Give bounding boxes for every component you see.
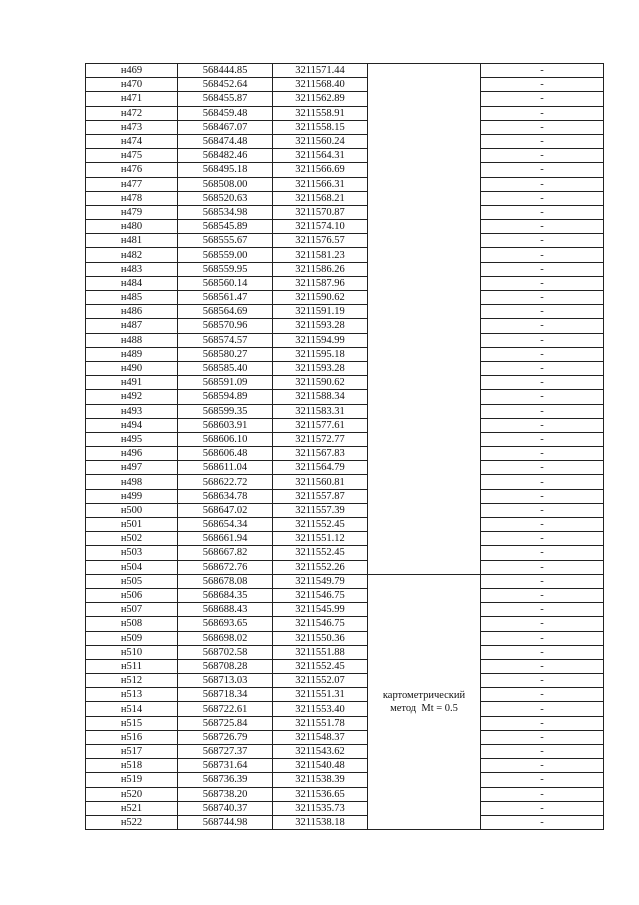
x-coordinate-cell: 568459.48 bbox=[178, 106, 273, 120]
y-coordinate-cell: 3211552.45 bbox=[273, 659, 368, 673]
point-id-cell: н475 bbox=[86, 149, 178, 163]
dash-cell: - bbox=[481, 546, 604, 560]
table-row bbox=[86, 248, 604, 262]
y-coordinate-cell: 3211587.96 bbox=[273, 276, 368, 290]
dash-cell: - bbox=[481, 759, 604, 773]
point-id-cell: н508 bbox=[86, 617, 178, 631]
y-coordinate-cell: 3211543.62 bbox=[273, 745, 368, 759]
table-row bbox=[86, 276, 604, 290]
y-coordinate-cell: 3211568.40 bbox=[273, 78, 368, 92]
table-row bbox=[86, 645, 604, 659]
y-coordinate-cell: 3211550.36 bbox=[273, 631, 368, 645]
dash-cell: - bbox=[481, 177, 604, 191]
y-coordinate-cell: 3211591.19 bbox=[273, 305, 368, 319]
dash-cell: - bbox=[481, 191, 604, 205]
table-row bbox=[86, 801, 604, 815]
table-row bbox=[86, 716, 604, 730]
point-id-cell: н505 bbox=[86, 574, 178, 588]
point-id-cell: н500 bbox=[86, 503, 178, 517]
x-coordinate-cell: 568482.46 bbox=[178, 149, 273, 163]
dash-cell: - bbox=[481, 134, 604, 148]
table-row bbox=[86, 92, 604, 106]
point-id-cell: н499 bbox=[86, 489, 178, 503]
table-row bbox=[86, 78, 604, 92]
point-id-cell: н496 bbox=[86, 447, 178, 461]
point-id-cell: н501 bbox=[86, 518, 178, 532]
table-row bbox=[86, 773, 604, 787]
y-coordinate-cell: 3211581.23 bbox=[273, 248, 368, 262]
dash-cell: - bbox=[481, 489, 604, 503]
y-coordinate-cell: 3211576.57 bbox=[273, 234, 368, 248]
x-coordinate-cell: 568495.18 bbox=[178, 163, 273, 177]
point-id-cell: н495 bbox=[86, 432, 178, 446]
dash-cell: - bbox=[481, 801, 604, 815]
point-id-cell: н522 bbox=[86, 815, 178, 829]
point-id-cell: н489 bbox=[86, 347, 178, 361]
dash-cell: - bbox=[481, 588, 604, 602]
point-id-cell: н476 bbox=[86, 163, 178, 177]
dash-cell: - bbox=[481, 390, 604, 404]
y-coordinate-cell: 3211595.18 bbox=[273, 347, 368, 361]
dash-cell: - bbox=[481, 120, 604, 134]
table-row bbox=[86, 418, 604, 432]
table-row bbox=[86, 177, 604, 191]
x-coordinate-cell: 568564.69 bbox=[178, 305, 273, 319]
table-row bbox=[86, 489, 604, 503]
dash-cell: - bbox=[481, 815, 604, 829]
table-row bbox=[86, 149, 604, 163]
table-row bbox=[86, 319, 604, 333]
table-row bbox=[86, 120, 604, 134]
y-coordinate-cell: 3211564.79 bbox=[273, 461, 368, 475]
y-coordinate-cell: 3211560.24 bbox=[273, 134, 368, 148]
table-row bbox=[86, 461, 604, 475]
x-coordinate-cell: 568744.98 bbox=[178, 815, 273, 829]
point-id-cell: н493 bbox=[86, 404, 178, 418]
x-coordinate-cell: 568534.98 bbox=[178, 205, 273, 219]
x-coordinate-cell: 568570.96 bbox=[178, 319, 273, 333]
table-row bbox=[86, 588, 604, 602]
dash-cell: - bbox=[481, 645, 604, 659]
dash-cell: - bbox=[481, 432, 604, 446]
point-id-cell: н480 bbox=[86, 220, 178, 234]
y-coordinate-cell: 3211594.99 bbox=[273, 333, 368, 347]
y-coordinate-cell: 3211553.40 bbox=[273, 702, 368, 716]
y-coordinate-cell: 3211574.10 bbox=[273, 220, 368, 234]
x-coordinate-cell: 568555.67 bbox=[178, 234, 273, 248]
x-coordinate-cell: 568606.48 bbox=[178, 447, 273, 461]
y-coordinate-cell: 3211551.12 bbox=[273, 532, 368, 546]
x-coordinate-cell: 568713.03 bbox=[178, 674, 273, 688]
dash-cell: - bbox=[481, 745, 604, 759]
y-coordinate-cell: 3211564.31 bbox=[273, 149, 368, 163]
point-id-cell: н503 bbox=[86, 546, 178, 560]
dash-cell: - bbox=[481, 631, 604, 645]
x-coordinate-cell: 568606.10 bbox=[178, 432, 273, 446]
dash-cell: - bbox=[481, 163, 604, 177]
point-id-cell: н514 bbox=[86, 702, 178, 716]
table-row bbox=[86, 759, 604, 773]
table-row bbox=[86, 134, 604, 148]
dash-cell: - bbox=[481, 418, 604, 432]
dash-cell: - bbox=[481, 532, 604, 546]
y-coordinate-cell: 3211590.62 bbox=[273, 376, 368, 390]
x-coordinate-cell: 568678.08 bbox=[178, 574, 273, 588]
table-row bbox=[86, 659, 604, 673]
table-row bbox=[86, 191, 604, 205]
x-coordinate-cell: 568561.47 bbox=[178, 291, 273, 305]
x-coordinate-cell: 568725.84 bbox=[178, 716, 273, 730]
table-row bbox=[86, 617, 604, 631]
y-coordinate-cell: 3211545.99 bbox=[273, 603, 368, 617]
point-id-cell: н502 bbox=[86, 532, 178, 546]
x-coordinate-cell: 568560.14 bbox=[178, 276, 273, 290]
dash-cell: - bbox=[481, 404, 604, 418]
dash-cell: - bbox=[481, 319, 604, 333]
dash-cell: - bbox=[481, 248, 604, 262]
dash-cell: - bbox=[481, 560, 604, 574]
y-coordinate-cell: 3211590.62 bbox=[273, 291, 368, 305]
x-coordinate-cell: 568520.63 bbox=[178, 191, 273, 205]
table-row bbox=[86, 205, 604, 219]
table-row bbox=[86, 220, 604, 234]
point-id-cell: н518 bbox=[86, 759, 178, 773]
dash-cell: - bbox=[481, 64, 604, 78]
table-row bbox=[86, 518, 604, 532]
point-id-cell: н483 bbox=[86, 262, 178, 276]
x-coordinate-cell: 568702.58 bbox=[178, 645, 273, 659]
y-coordinate-cell: 3211566.31 bbox=[273, 177, 368, 191]
dash-cell: - bbox=[481, 78, 604, 92]
x-coordinate-cell: 568452.64 bbox=[178, 78, 273, 92]
y-coordinate-cell: 3211538.39 bbox=[273, 773, 368, 787]
point-id-cell: н487 bbox=[86, 319, 178, 333]
x-coordinate-cell: 568455.87 bbox=[178, 92, 273, 106]
y-coordinate-cell: 3211551.78 bbox=[273, 716, 368, 730]
table-row bbox=[86, 291, 604, 305]
x-coordinate-cell: 568727.37 bbox=[178, 745, 273, 759]
y-coordinate-cell: 3211568.21 bbox=[273, 191, 368, 205]
point-id-cell: н478 bbox=[86, 191, 178, 205]
y-coordinate-cell: 3211566.69 bbox=[273, 163, 368, 177]
table-row bbox=[86, 390, 604, 404]
y-coordinate-cell: 3211570.87 bbox=[273, 205, 368, 219]
table-row bbox=[86, 560, 604, 574]
table-row bbox=[86, 503, 604, 517]
x-coordinate-cell: 568574.57 bbox=[178, 333, 273, 347]
point-id-cell: н473 bbox=[86, 120, 178, 134]
point-id-cell: н506 bbox=[86, 588, 178, 602]
y-coordinate-cell: 3211551.31 bbox=[273, 688, 368, 702]
table-row bbox=[86, 815, 604, 829]
y-coordinate-cell: 3211552.26 bbox=[273, 560, 368, 574]
y-coordinate-cell: 3211549.79 bbox=[273, 574, 368, 588]
point-id-cell: н470 bbox=[86, 78, 178, 92]
point-id-cell: н510 bbox=[86, 645, 178, 659]
x-coordinate-cell: 568661.94 bbox=[178, 532, 273, 546]
x-coordinate-cell: 568559.95 bbox=[178, 262, 273, 276]
x-coordinate-cell: 568611.04 bbox=[178, 461, 273, 475]
point-id-cell: н498 bbox=[86, 475, 178, 489]
point-id-cell: н497 bbox=[86, 461, 178, 475]
dash-cell: - bbox=[481, 461, 604, 475]
point-id-cell: н490 bbox=[86, 361, 178, 375]
point-id-cell: н488 bbox=[86, 333, 178, 347]
dash-cell: - bbox=[481, 333, 604, 347]
x-coordinate-cell: 568647.02 bbox=[178, 503, 273, 517]
x-coordinate-cell: 568444.85 bbox=[178, 64, 273, 78]
dash-cell: - bbox=[481, 730, 604, 744]
dash-cell: - bbox=[481, 361, 604, 375]
table-row bbox=[86, 404, 604, 418]
table-row bbox=[86, 333, 604, 347]
method-accuracy: метод Mt = 0.5 bbox=[390, 702, 458, 714]
point-id-cell: н511 bbox=[86, 659, 178, 673]
y-coordinate-cell: 3211548.37 bbox=[273, 730, 368, 744]
x-coordinate-cell: 568736.39 bbox=[178, 773, 273, 787]
y-coordinate-cell: 3211558.91 bbox=[273, 106, 368, 120]
y-coordinate-cell: 3211552.45 bbox=[273, 546, 368, 560]
point-id-cell: н517 bbox=[86, 745, 178, 759]
method-cell bbox=[368, 574, 481, 829]
y-coordinate-cell: 3211552.07 bbox=[273, 674, 368, 688]
point-id-cell: н520 bbox=[86, 787, 178, 801]
x-coordinate-cell: 568599.35 bbox=[178, 404, 273, 418]
table-row bbox=[86, 631, 604, 645]
table-row bbox=[86, 546, 604, 560]
dash-cell: - bbox=[481, 659, 604, 673]
table-row bbox=[86, 347, 604, 361]
dash-cell: - bbox=[481, 787, 604, 801]
y-coordinate-cell: 3211560.81 bbox=[273, 475, 368, 489]
point-id-cell: н474 bbox=[86, 134, 178, 148]
dash-cell: - bbox=[481, 291, 604, 305]
y-coordinate-cell: 3211572.77 bbox=[273, 432, 368, 446]
dash-cell: - bbox=[481, 475, 604, 489]
y-coordinate-cell: 3211571.44 bbox=[273, 64, 368, 78]
x-coordinate-cell: 568740.37 bbox=[178, 801, 273, 815]
x-coordinate-cell: 568603.91 bbox=[178, 418, 273, 432]
point-id-cell: н469 bbox=[86, 64, 178, 78]
point-id-cell: н494 bbox=[86, 418, 178, 432]
y-coordinate-cell: 3211546.75 bbox=[273, 617, 368, 631]
x-coordinate-cell: 568622.72 bbox=[178, 475, 273, 489]
x-coordinate-cell: 568693.65 bbox=[178, 617, 273, 631]
dash-cell: - bbox=[481, 674, 604, 688]
point-id-cell: н521 bbox=[86, 801, 178, 815]
table-row bbox=[86, 234, 604, 248]
point-id-cell: н471 bbox=[86, 92, 178, 106]
y-coordinate-cell: 3211593.28 bbox=[273, 319, 368, 333]
x-coordinate-cell: 568474.48 bbox=[178, 134, 273, 148]
dash-cell: - bbox=[481, 688, 604, 702]
point-id-cell: н491 bbox=[86, 376, 178, 390]
table-row bbox=[86, 64, 604, 78]
dash-cell: - bbox=[481, 92, 604, 106]
dash-cell: - bbox=[481, 447, 604, 461]
table-row bbox=[86, 305, 604, 319]
table-row bbox=[86, 674, 604, 688]
point-id-cell: н519 bbox=[86, 773, 178, 787]
table-row bbox=[86, 163, 604, 177]
point-id-cell: н477 bbox=[86, 177, 178, 191]
x-coordinate-cell: 568722.61 bbox=[178, 702, 273, 716]
table-row bbox=[86, 262, 604, 276]
y-coordinate-cell: 3211552.45 bbox=[273, 518, 368, 532]
point-id-cell: н482 bbox=[86, 248, 178, 262]
x-coordinate-cell: 568726.79 bbox=[178, 730, 273, 744]
y-coordinate-cell: 3211567.83 bbox=[273, 447, 368, 461]
x-coordinate-cell: 568667.82 bbox=[178, 546, 273, 560]
table-row bbox=[86, 730, 604, 744]
y-coordinate-cell: 3211577.61 bbox=[273, 418, 368, 432]
point-id-cell: н492 bbox=[86, 390, 178, 404]
point-id-cell: н509 bbox=[86, 631, 178, 645]
table-row bbox=[86, 688, 604, 702]
x-coordinate-cell: 568508.00 bbox=[178, 177, 273, 191]
table-row bbox=[86, 603, 604, 617]
x-coordinate-cell: 568559.00 bbox=[178, 248, 273, 262]
point-id-cell: н481 bbox=[86, 234, 178, 248]
x-coordinate-cell: 568591.09 bbox=[178, 376, 273, 390]
dash-cell: - bbox=[481, 503, 604, 517]
method-cell-empty bbox=[368, 64, 481, 575]
dash-cell: - bbox=[481, 773, 604, 787]
table-row bbox=[86, 106, 604, 120]
point-id-cell: н486 bbox=[86, 305, 178, 319]
y-coordinate-cell: 3211558.15 bbox=[273, 120, 368, 134]
coordinates-table-body bbox=[86, 64, 604, 830]
table-row bbox=[86, 447, 604, 461]
x-coordinate-cell: 568634.78 bbox=[178, 489, 273, 503]
x-coordinate-cell: 568731.64 bbox=[178, 759, 273, 773]
method-name: картометрический bbox=[382, 689, 466, 701]
x-coordinate-cell: 568684.35 bbox=[178, 588, 273, 602]
dash-cell: - bbox=[481, 702, 604, 716]
x-coordinate-cell: 568467.07 bbox=[178, 120, 273, 134]
dash-cell: - bbox=[481, 518, 604, 532]
point-id-cell: н484 bbox=[86, 276, 178, 290]
point-id-cell: н512 bbox=[86, 674, 178, 688]
y-coordinate-cell: 3211551.88 bbox=[273, 645, 368, 659]
dash-cell: - bbox=[481, 220, 604, 234]
y-coordinate-cell: 3211535.73 bbox=[273, 801, 368, 815]
table-row bbox=[86, 574, 604, 588]
x-coordinate-cell: 568585.40 bbox=[178, 361, 273, 375]
dash-cell: - bbox=[481, 347, 604, 361]
y-coordinate-cell: 3211583.31 bbox=[273, 404, 368, 418]
y-coordinate-cell: 3211593.28 bbox=[273, 361, 368, 375]
dash-cell: - bbox=[481, 603, 604, 617]
coordinates-table bbox=[85, 63, 604, 830]
point-id-cell: н515 bbox=[86, 716, 178, 730]
table-row bbox=[86, 787, 604, 801]
y-coordinate-cell: 3211536.65 bbox=[273, 787, 368, 801]
point-id-cell: н516 bbox=[86, 730, 178, 744]
y-coordinate-cell: 3211538.18 bbox=[273, 815, 368, 829]
dash-cell: - bbox=[481, 617, 604, 631]
table-row bbox=[86, 702, 604, 716]
dash-cell: - bbox=[481, 234, 604, 248]
x-coordinate-cell: 568738.20 bbox=[178, 787, 273, 801]
y-coordinate-cell: 3211557.87 bbox=[273, 489, 368, 503]
y-coordinate-cell: 3211557.39 bbox=[273, 503, 368, 517]
x-coordinate-cell: 568594.89 bbox=[178, 390, 273, 404]
table-row bbox=[86, 745, 604, 759]
dash-cell: - bbox=[481, 376, 604, 390]
x-coordinate-cell: 568654.34 bbox=[178, 518, 273, 532]
table-row bbox=[86, 532, 604, 546]
x-coordinate-cell: 568718.34 bbox=[178, 688, 273, 702]
point-id-cell: н513 bbox=[86, 688, 178, 702]
dash-cell: - bbox=[481, 106, 604, 120]
y-coordinate-cell: 3211540.48 bbox=[273, 759, 368, 773]
point-id-cell: н507 bbox=[86, 603, 178, 617]
dash-cell: - bbox=[481, 149, 604, 163]
table-row bbox=[86, 376, 604, 390]
y-coordinate-cell: 3211562.89 bbox=[273, 92, 368, 106]
y-coordinate-cell: 3211546.75 bbox=[273, 588, 368, 602]
y-coordinate-cell: 3211586.26 bbox=[273, 262, 368, 276]
point-id-cell: н479 bbox=[86, 205, 178, 219]
x-coordinate-cell: 568580.27 bbox=[178, 347, 273, 361]
table-row bbox=[86, 361, 604, 375]
dash-cell: - bbox=[481, 574, 604, 588]
x-coordinate-cell: 568545.89 bbox=[178, 220, 273, 234]
dash-cell: - bbox=[481, 305, 604, 319]
table-row bbox=[86, 432, 604, 446]
coordinates-table-sheet bbox=[85, 63, 603, 830]
dash-cell: - bbox=[481, 205, 604, 219]
x-coordinate-cell: 568708.28 bbox=[178, 659, 273, 673]
dash-cell: - bbox=[481, 262, 604, 276]
point-id-cell: н485 bbox=[86, 291, 178, 305]
point-id-cell: н472 bbox=[86, 106, 178, 120]
point-id-cell: н504 bbox=[86, 560, 178, 574]
dash-cell: - bbox=[481, 716, 604, 730]
dash-cell: - bbox=[481, 276, 604, 290]
x-coordinate-cell: 568698.02 bbox=[178, 631, 273, 645]
table-row bbox=[86, 475, 604, 489]
x-coordinate-cell: 568672.76 bbox=[178, 560, 273, 574]
y-coordinate-cell: 3211588.34 bbox=[273, 390, 368, 404]
x-coordinate-cell: 568688.43 bbox=[178, 603, 273, 617]
